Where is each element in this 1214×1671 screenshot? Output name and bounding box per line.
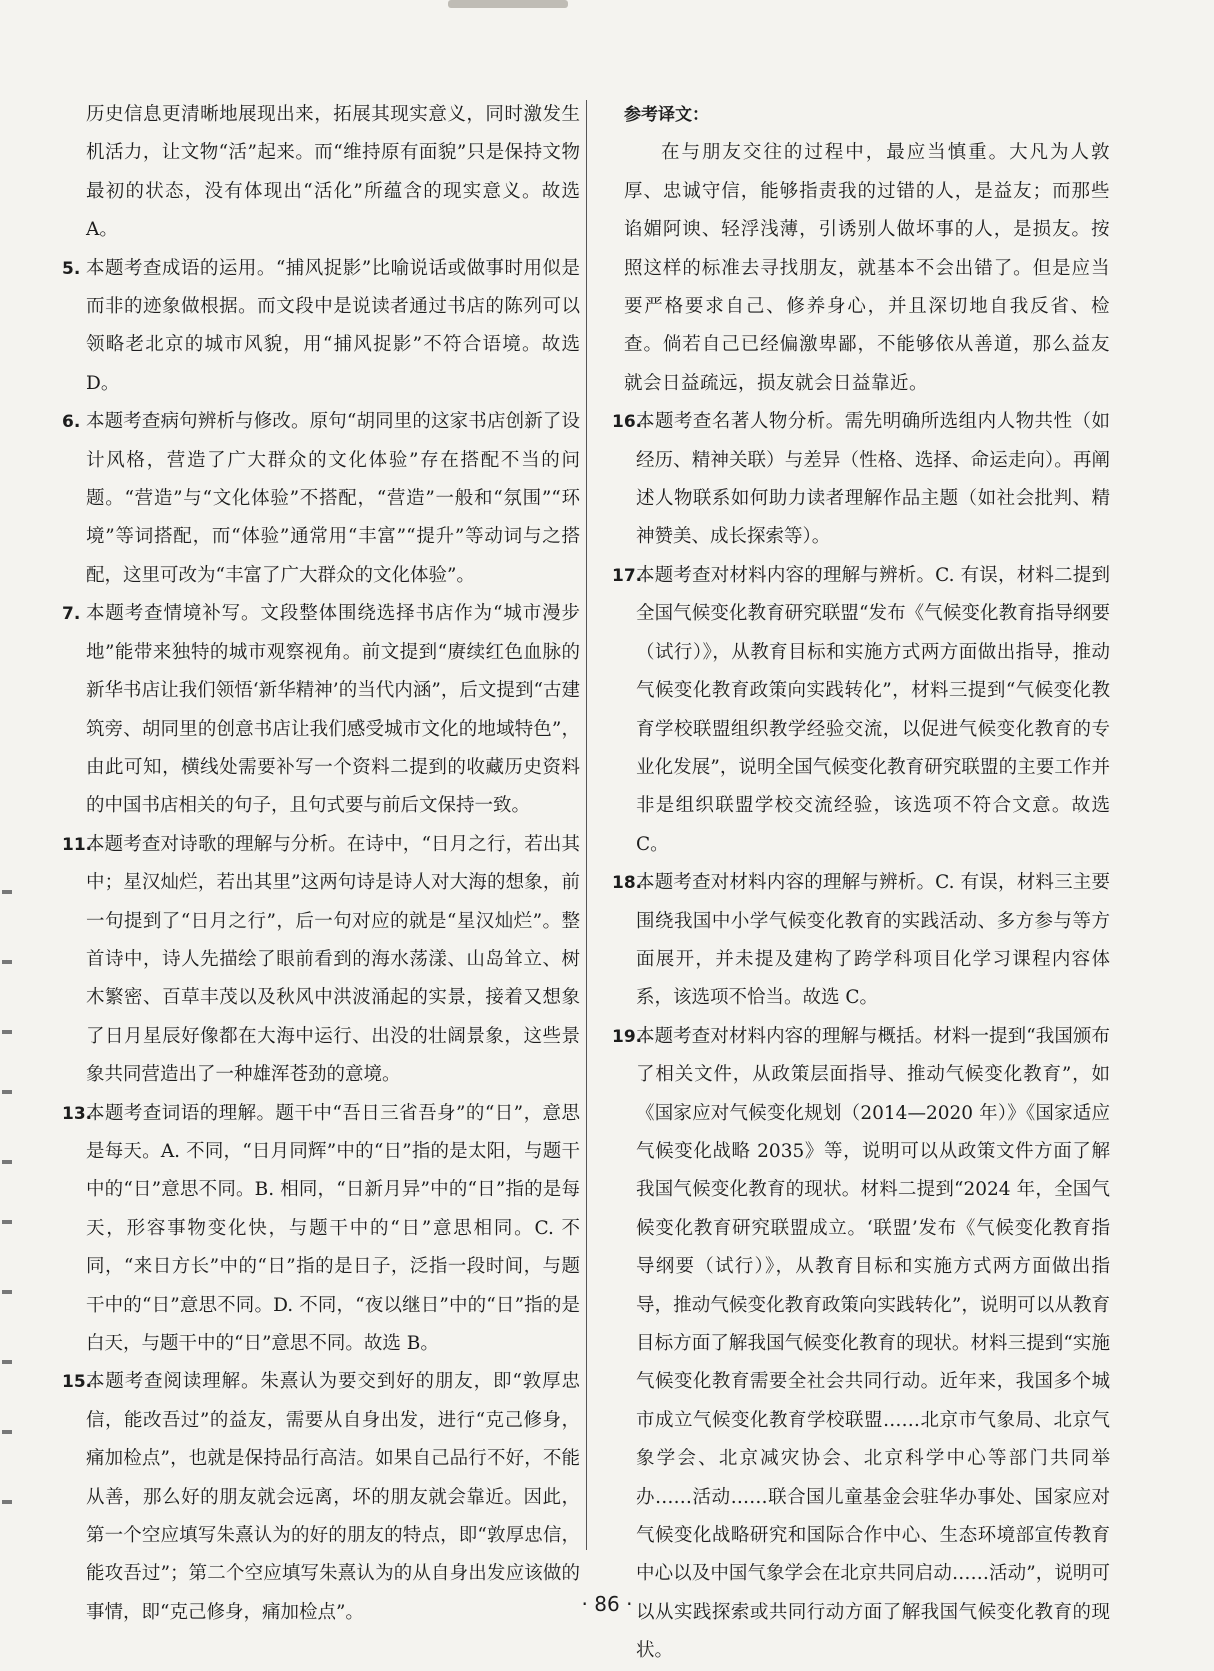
answer-number: 11. (62, 834, 93, 855)
top-edge-smudge (448, 0, 568, 8)
answer-text: 本题考查对材料内容的理解与辨析。C. 有误，材料二提到全国气候变化教育研究联盟“发布《气候变化教育指导纲要（试行）》，从教育目标和实施方式两方面做出指导，推动气候变化教育政策向实践转化”，材料三提到“气候变化教育学校联盟组织教学经验交流，以促进气候变化教育的专业化发展”，说明全国气候变化教育研究联盟的主要工作并非是组织联盟学校交流经验，该选项不符合文意。故选 C。 (636, 564, 1110, 855)
answer-text: 本题考查情境补写。文段整体围绕选择书店作为“城市漫步地”能带来独特的城市观察视角。前文提到“赓续红色血脉的新华书店让我们领悟‘新华精神’的当代内涵”，后文提到“古建筑旁、胡同里的创意书店让我们感受城市文化的地域特色”，由此可知，横线处需要补写一个资料二提到的收藏历史资料的中国书店相关的句子，且句式要与前后文保持一致。 (86, 603, 580, 817)
right-column (612, 96, 1110, 1671)
answer-18 (612, 864, 1110, 1018)
answer-text: 本题考查成语的运用。“捕风捉影”比喻说话或做事时用似是而非的迹象做根据。而文段中是说读者通过书店的陈列可以领略老北京的城市风貌，用“捕风捉影”不符合语境。故选 D。 (86, 257, 580, 394)
answer-6 (62, 403, 580, 595)
answer-7 (62, 595, 580, 825)
answer-4-continuation: 历史信息更清晰地展现出来，拓展其现实意义，同时激发生机活力，让文物“活”起来。而“维持原有面貌”只是保持文物最初的状态，没有体现出“活化”所蕴含的现实意义。故选 A。 (86, 104, 580, 241)
answer-number: 13. (62, 1103, 93, 1124)
answer-16 (612, 403, 1110, 557)
answer-13 (62, 1095, 580, 1364)
answer-number: 6. (62, 412, 81, 433)
reference-translation-text: 在与朋友交往的过程中，最应当慎重。大凡为人敦厚、忠诚守信，能够指责我的过错的人，是益友；而那些谄媚阿谀、轻浮浅薄，引诱别人做坏事的人，是损友。按照这样的标准去寻找朋友，就基本不会出错了。但是应当要严格要求自己、修养身心，并且深切地自我反省、检查。倘若自己已经偏激卑鄙，不能够依从善道，那么益友就会日益疏远，损友就会日益靠近。 (624, 142, 1110, 394)
answer-number: 16. (612, 412, 643, 433)
answer-number: 17. (612, 565, 643, 586)
answer-number: 19. (612, 1026, 643, 1047)
answer-number: 5. (62, 258, 81, 279)
answer-11 (62, 826, 580, 1095)
reference-translation-title: 参考译文： (624, 105, 709, 125)
answer-number: 7. (62, 604, 81, 625)
column-divider (586, 100, 587, 1550)
answer-17 (612, 557, 1110, 864)
left-column (62, 96, 580, 1632)
answer-number: 18. (612, 873, 643, 894)
answer-text: 本题考查对材料内容的理解与辨析。C. 有误，材料三主要围绕我国中小学气候变化教育的实践活动、多方参与等方面展开，并未提及建构了跨学科项目化学习课程内容体系，该选项不恰当。故选 C。 (636, 872, 1110, 1009)
answer-number: 15. (62, 1372, 93, 1393)
answer-text: 本题考查名著人物分析。需先明确所选组内人物共性（如经历、精神关联）与差异（性格、选择、命运走向）。再阐述人物联系如何助力读者理解作品主题（如社会批判、精神赞美、成长探索等）。 (636, 411, 1110, 548)
answer-19 (612, 1018, 1110, 1671)
answer-text: 本题考查病句辨析与修改。原句“胡同里的这家书店创新了设计风格，营造了广大群众的文化体验”存在搭配不当的问题。“营造”与“文化体验”不搭配，“营造”一般和“氛围”“环境”等词搭配，而“体验”通常用“丰富”“提升”等动词与之搭配，这里可改为“丰富了广大群众的文化体验”。 (86, 411, 580, 586)
answer-text: 本题考查对材料内容的理解与概括。材料一提到“我国颁布了相关文件，从政策层面指导、推动气候变化教育”，如《国家应对气候变化规划（2014—2020 年）》《国家适应气候变化战略 2035》等，说明可以从政策文件方面了解我国气候变化教育的现状。材料二提到“2024 年，全国气候变化教育研究联盟成立。‘联盟’发布《气候变化教育指导纲要（试行）》，从教育目标和实施方式两方面做出指导，推动气候变化教育政策向实践转化”，说明可以从教育目标方面了解我国气候变化教育的现状。材料三提到“实施气候变化教育需要全社会共同行动。近年来，我国多个城市成立气候变化教育学校联盟……北京市气象局、北京气象学会、北京减灾协会、北京科学中心等部门共同举办……活动……联合国儿童基金会驻华办事处、国家应对气候变化战略研究和国际合作中心、生态环境部宣传教育中心以及中国气象学会在北京共同启动……活动”，说明可以从实践探索或共同行动方面了解我国气候变化教育的现状。 (636, 1025, 1110, 1662)
page-number: · 86 · (581, 1592, 633, 1616)
answer-text: 本题考查词语的理解。题干中“吾日三省吾身”的“日”，意思是每天。A. 不同，“日月同辉”中的“日”指的是太阳，与题干中的“日”意思不同。B. 相同，“日新月异”中的“日”指的是每天，形容事物变化快，与题干中的“日”意思相同。C. 不同，“来日方长”中的“日”指的是日子，泛指一段时间，与题干中的“日”意思不同。D. 不同，“夜以继日”中的“日”指的是白天，与题干中的“日”意思不同。故选 B。 (86, 1102, 580, 1354)
binding-edge-marks (2, 890, 14, 1570)
answer-text: 本题考查阅读理解。朱熹认为要交到好的朋友，即“敦厚忠信，能改吾过”的益友，需要从自身出发，进行“克己修身，痛加检点”，也就是保持品行高洁。如果自己品行不好，不能从善，那么好的朋友就会远离，坏的朋友就会靠近。因此，第一个空应填写朱熹认为的好的朋友的特点，即“敦厚忠信，能攻吾过”；第二个空应填写朱熹认为的从自身出发应该做的事情，即“克己修身，痛加检点”。 (86, 1371, 580, 1623)
answer-5 (62, 250, 580, 404)
answer-text: 本题考查对诗歌的理解与分析。在诗中，“日月之行，若出其中；星汉灿烂，若出其里”这两句诗是诗人对大海的想象，前一句提到了“日月之行”，后一句对应的就是“星汉灿烂”。整首诗中，诗人先描绘了眼前看到的海水荡漾、山岛耸立、树木繁密、百草丰茂以及秋风中洪波涌起的实景，接着又想象了日月星辰好像都在大海中运行、出没的壮阔景象，这些景象共同营造出了一种雄浑苍劲的意境。 (86, 833, 580, 1086)
